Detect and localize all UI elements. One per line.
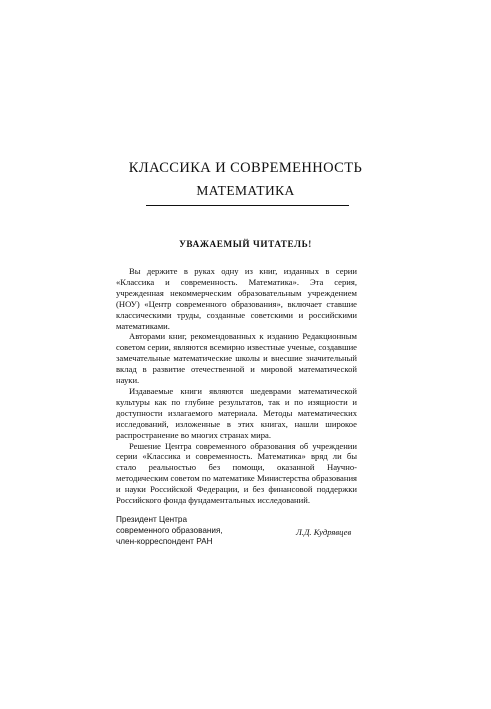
paragraph: Авторами книг, рекомендованных к изданию Редакционным советом серии, являются всемирно известные ученые, создавшие замечательные математические школы и внесшие значительный вклад в развитие отечественной и мировой математической науки. [116, 331, 357, 386]
paragraph: Решение Центра современного образования об учреждении серии «Классика и современность. Математика» вряд ли бы стало реальностью без помощи, оказанной Научно-методическим советом по математике Министерства образования и науки Российской Федерации, и без финансовой поддержки Российского фонда фундаментальных исследований. [116, 440, 357, 506]
signature-position [116, 514, 223, 548]
series-title: КЛАССИКА И СОВРЕМЕННОСТЬ [128, 160, 363, 176]
title-underline-rule [146, 205, 349, 206]
signature-position-line: Президент Центра [116, 515, 188, 524]
paragraph: Вы держите в руках одну из книг, изданных в серии «Классика и современность. Математика». Эта серия, учрежденная некоммерческим образовательным учреждением (НОУ) «Центр современного образования», включает ставшие классическими труды, созданные советскими и российскими математиками. [116, 266, 357, 331]
signature-position-line: член-корреспондент РАН [116, 537, 213, 547]
series-subtitle: МАТЕМАТИКА [196, 183, 295, 198]
body-text [116, 266, 357, 506]
greeting-heading: УВАЖАЕМЫЙ ЧИТАТЕЛЬ! [179, 239, 312, 249]
signature-position-line: современного образования, [116, 526, 223, 536]
paragraph: Издаваемые книги являются шедеврами математической культуры как по глубине результатов, так и по изящности и доступности излагаемого материала. Методы математических исследований, изложенные в этих книгах, нашли широкое распространение во многих странах мира. [116, 385, 357, 440]
signature-name: Л.Д. Кудрявцев [296, 527, 352, 537]
